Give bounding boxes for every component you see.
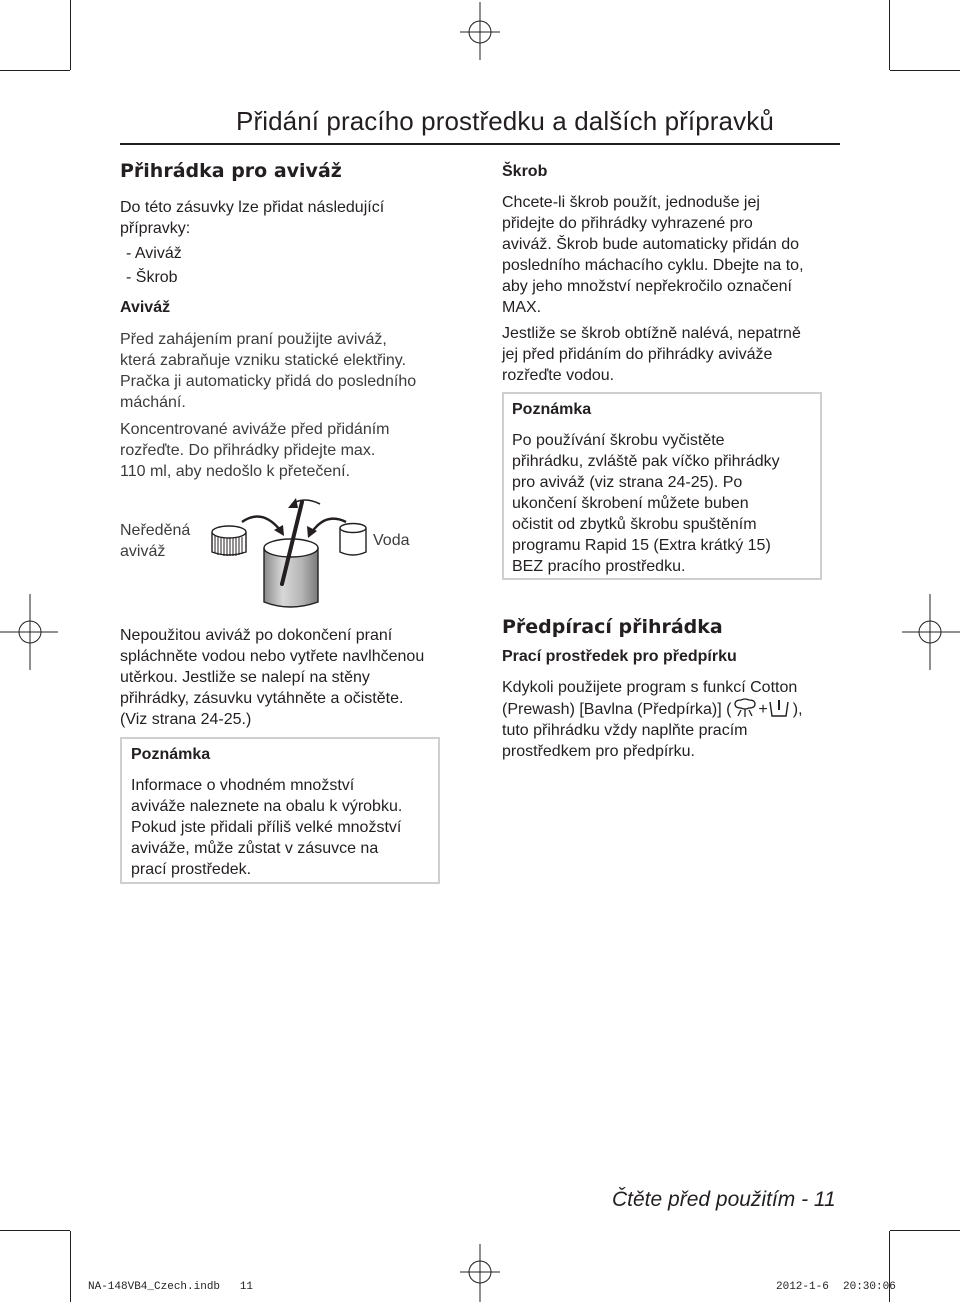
print-slug-date: 2012-1-6 (776, 1281, 829, 1293)
page-footer-label: Čtěte před použitím - 11 (612, 1188, 836, 1211)
label-undiluted-softener (120, 520, 190, 562)
text-line: aviváže, může zůstat v zásuvce na (131, 840, 379, 857)
water-glass-icon (340, 524, 366, 556)
text-line: Před zahájením praní použijte aviváž, (120, 331, 387, 348)
section-heading-prewash-compartment: Předpírací přihrádka (502, 616, 723, 638)
softener-paragraph-2 (120, 419, 390, 482)
text-line: aviváž. Škrob bude automaticky přidán do (502, 236, 800, 253)
text-line: ukončení škrobení můžete buben (512, 495, 749, 512)
crop-mark (70, 0, 71, 70)
list-item: - Aviváž (126, 245, 182, 262)
print-slug-file: NA-148VB4_Czech.indb 11 (88, 1281, 254, 1293)
note-text (131, 775, 402, 880)
prewash-water-spray-icon (732, 698, 758, 718)
text-line: Pračka ji automaticky přidá do posledního (120, 373, 417, 390)
registration-mark-icon (0, 594, 58, 670)
text-line-with-icons (502, 698, 803, 720)
text-line: Pokud jste přidali příliš velké množství (131, 819, 402, 836)
text-line: Chcete-li škrob použít, jednoduše jej (502, 194, 760, 211)
text-line: Kdykoli použijete program s funkcí Cotton (502, 679, 798, 696)
subheading-softener: Aviváž (120, 299, 171, 316)
note-text (512, 430, 780, 577)
text-line: prací prostředek. (131, 861, 252, 878)
note-title: Poznámka (512, 401, 592, 418)
text-fragment: ), (792, 701, 803, 718)
dilution-illustration (200, 478, 380, 608)
title-rule (120, 143, 840, 145)
compartment-list (126, 243, 182, 288)
text-line: Koncentrované aviváže před přidáním (120, 421, 390, 438)
text-line: Do této zásuvky lze přidat následující (120, 199, 385, 216)
crop-mark (890, 1230, 960, 1231)
label-water: Voda (373, 532, 410, 549)
list-item: - Škrob (126, 269, 178, 286)
softener-cap-icon (212, 526, 246, 556)
text-line: utěrkou. Jestliže se nalepí na stěny (120, 669, 370, 686)
text-line: programu Rapid 15 (Extra krátký 15) (512, 537, 771, 554)
starch-paragraph-2 (502, 323, 801, 386)
text-line: Po používání škrobu vyčistěte (512, 432, 725, 449)
text-fragment: (Prewash) [Bavlna (Předpírka)] ( (502, 701, 732, 718)
starch-paragraph-1 (502, 192, 804, 318)
text-line: Informace o vhodném množství (131, 777, 355, 794)
print-slug-time: 20:30:06 (843, 1281, 896, 1293)
section-heading-softener-compartment: Přihrádka pro aviváž (120, 160, 342, 182)
text-line: přihrádky, zásuvku vytáhněte a očistěte. (120, 690, 404, 707)
text-line: (Viz strana 24-25.) (120, 711, 252, 728)
plus-sign: + (758, 701, 768, 718)
text-line: aby jeho množství nepřekročilo označení (502, 278, 792, 295)
registration-mark-icon (902, 594, 960, 670)
text-line: tuto přihrádku vždy naplňte pracím (502, 722, 748, 739)
registration-mark-icon (456, 1244, 504, 1302)
text-line: která zabraňuje vzniku statické elektřiny. (120, 352, 407, 369)
subheading-prewash-detergent: Prací prostředek pro předpírku (502, 648, 737, 665)
text-line: pro aviváž (viz strana 24-25). Po (512, 474, 743, 491)
text-line: očistit od zbytků škrobu spuštěním (512, 516, 757, 533)
text-line: rozřeďte. Do přihrádky přidejte max. (120, 442, 376, 459)
text-line: BEZ pracího prostředku. (512, 558, 686, 575)
page-title: Přidání pracího prostředku a dalších přípravků (236, 106, 774, 136)
subheading-starch: Škrob (502, 163, 548, 180)
crop-mark (0, 70, 70, 71)
text-line: přihrádku, zvláště pak víčko přihrádky (512, 453, 780, 470)
text-line: aviváže naleznete na obalu k výrobku. (131, 798, 403, 815)
crop-mark (889, 0, 890, 70)
note-title: Poznámka (131, 746, 211, 763)
intro-text (120, 197, 384, 239)
wash-tub-icon (768, 698, 790, 718)
text-line: Jestliže se škrob obtížně nalévá, nepatrně (502, 325, 801, 342)
softener-paragraph-3 (120, 625, 424, 730)
registration-mark-icon (456, 2, 504, 60)
text-line: aviváž (120, 543, 166, 560)
text-line: 110 ml, aby nedošlo k přetečení. (120, 463, 351, 480)
text-line: přidejte do přihrádky vyhrazené pro (502, 215, 753, 232)
crop-mark (890, 70, 960, 71)
softener-paragraph-1 (120, 329, 416, 413)
text-line: Nepoužitou aviváž po dokončení praní (120, 627, 393, 644)
prewash-paragraph (502, 677, 803, 762)
crop-mark (70, 1231, 71, 1302)
text-line: přípravky: (120, 220, 191, 237)
text-line: spláchněte vodou nebo vytřete navlhčenou (120, 648, 425, 665)
text-line: Neředěná (120, 522, 191, 539)
text-line: máchání. (120, 394, 186, 411)
text-line: jej před přidáním do přihrádky aviváže (502, 346, 773, 363)
text-line: posledního máchacího cyklu. Dbejte na to, (502, 257, 804, 274)
text-line: rozřeďte vodou. (502, 367, 615, 384)
text-line: prostředkem pro předpírku. (502, 743, 695, 760)
crop-mark (0, 1230, 70, 1231)
text-line: MAX. (502, 299, 542, 316)
